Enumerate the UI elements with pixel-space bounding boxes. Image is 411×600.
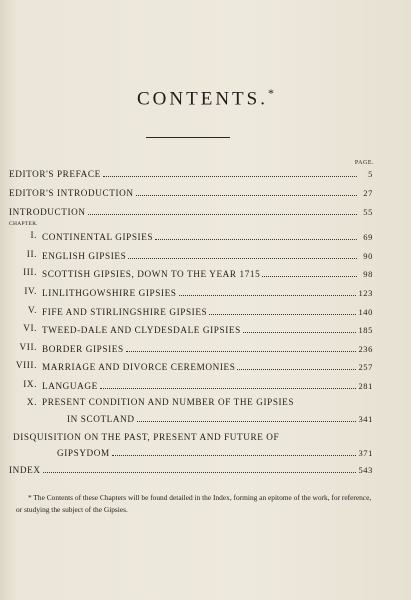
toc-entry-chapter-9: IX. LANGUAGE 281	[23, 379, 373, 391]
chapter-column-header: CHAPTER.	[9, 221, 38, 227]
title-footnote-mark: *	[267, 86, 274, 100]
toc-entry-chapter-8: VIII. MARRIAGE AND DIVORCE CEREMONIES 257	[15, 360, 373, 372]
toc-entry-chapter-10-continued: IN SCOTLAND 341	[67, 414, 373, 424]
title-rule	[146, 137, 230, 138]
page-column-header: PAGE.	[354, 160, 374, 166]
toc-entry-chapter-1: I. CONTINENTAL GIPSIES 69	[30, 230, 373, 242]
toc-entry-introduction: INTRODUCTION 55	[9, 207, 373, 217]
toc-entry-disquisition-continued: GIPSYDOM 371	[57, 448, 373, 458]
toc-entry-chapter-2: II. ENGLISH GIPSIES 90	[26, 249, 373, 261]
toc-entry-chapter-7: VII. BORDER GIPSIES 236	[19, 342, 373, 354]
toc-entry-index: INDEX 543	[9, 465, 373, 475]
toc-entry-disquisition: DISQUISITION ON THE PAST, PRESENT AND FUTURE OF	[13, 432, 280, 442]
toc-entry-editors-preface: EDITOR'S PREFACE 5	[9, 169, 373, 179]
footnote: * The Contents of these Chapters will be found detailed in the Index, forming an epitome of the work, for reference, or studying the subject of the Gipsies.	[16, 493, 372, 514]
toc-entry-chapter-10: X. PRESENT CONDITION AND NUMBER OF THE GIPSIES	[26, 397, 295, 407]
toc-entry-chapter-5: V. FIFE AND STIRLINGSHIRE GIPSIES 140	[28, 305, 373, 317]
toc-entry-chapter-6: VI. TWEED-DALE AND CLYDESDALE GIPSIES 185	[23, 323, 373, 335]
toc-entry-chapter-3: III. SCOTTISH GIPSIES, DOWN TO THE YEAR 1715 98	[23, 267, 373, 279]
toc-entry-editors-introduction: EDITOR'S INTRODUCTION 27	[9, 188, 373, 198]
page-title: CONTENTS.*	[137, 86, 274, 110]
toc-entry-chapter-4: IV. LINLITHGOWSHIRE GIPSIES 123	[24, 286, 373, 298]
